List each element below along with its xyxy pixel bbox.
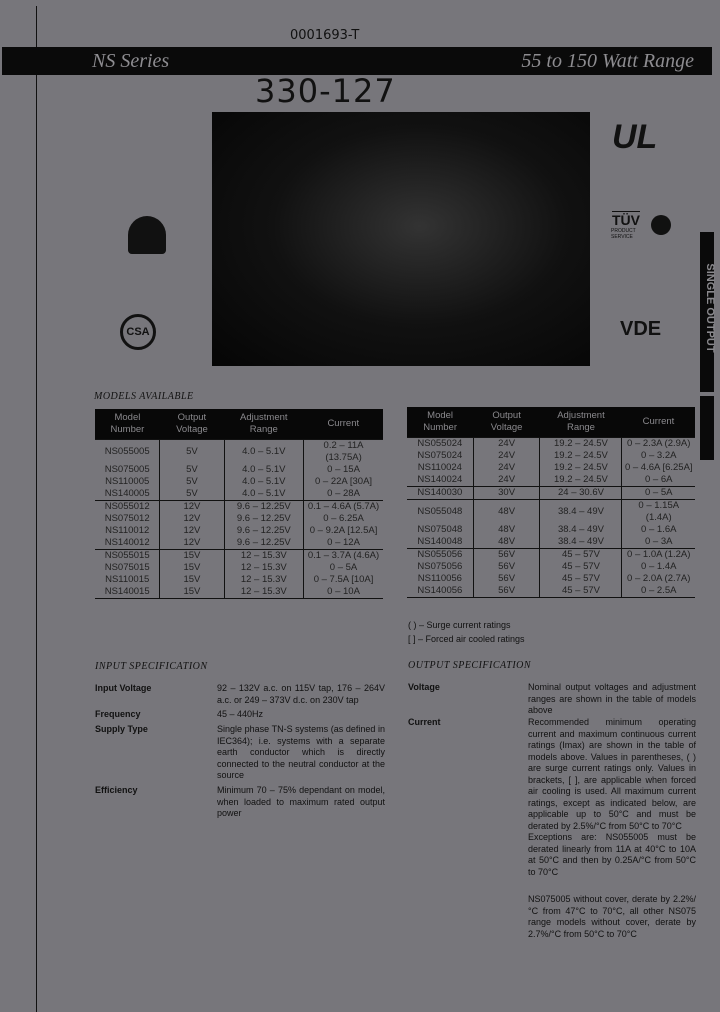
table-cell: 19.2 – 24.5V [540, 462, 622, 474]
table-cell: NS075015 [104, 562, 150, 573]
table-row [95, 488, 383, 501]
table-cell: 38.4 – 49V [540, 500, 622, 525]
table-cell: 9.6 – 12.25V [224, 525, 304, 537]
table-row [407, 450, 695, 462]
models-table-left [95, 409, 383, 599]
note-forced-air: [ ] – Forced air cooled ratings [408, 634, 525, 644]
table-cell: 24V [473, 450, 540, 462]
col-header: Adjustment Range [224, 409, 304, 440]
models-table-right [407, 407, 695, 598]
spec-value: Single phase TN-S systems (as defined in IEC364); i.e. systems with a separate earth conductor which is directly connected to the neutral conductor at the source [217, 724, 385, 780]
table-cell: NS140024 [417, 474, 463, 485]
spec-value: Recommended minimum operating current and maximum continuous current ratings (Imax) are shown in the table of models above. Values in parentheses, ( ) are surge current ratings only. Values in brackets, [ ], are applicable when forced air cooling is used. All maximum current ratings, except as indicated below, are applicable up to 50°C and must be derated by 2.5%/°C from 50°C to 70°C [528, 717, 696, 831]
table-row [95, 550, 383, 563]
table-cell: 0.2 – 11A (13.75A) [304, 440, 383, 465]
col-header: Model Number [95, 409, 160, 440]
table-cell: 19.2 – 24.5V [540, 474, 622, 487]
spec-value: Nominal output voltages and adjustment ranges are shown in the table of models above [528, 682, 696, 715]
certification-seal-icon [651, 215, 671, 235]
table-row [407, 487, 695, 500]
table-cell: NS110015 [105, 574, 150, 585]
table-cell: 0 – 2.3A (2.9A) [622, 438, 695, 451]
table-cell: 12V [160, 525, 224, 537]
tuv-logo: TÜV [612, 212, 640, 228]
range-title: 55 to 150 Watt Range [521, 50, 694, 72]
table-cell: 56V [473, 573, 540, 585]
table-cell: NS110056 [417, 573, 462, 584]
table-cell: 15V [160, 550, 224, 563]
table-cell: 15V [160, 586, 224, 599]
table-cell: NS140012 [104, 537, 150, 548]
note-surge: ( ) – Surge current ratings [408, 620, 511, 630]
table-cell: 0 – 1.15A (1.4A) [622, 500, 695, 525]
table-cell: 9.6 – 12.25V [224, 537, 304, 550]
table-cell: 5V [160, 488, 224, 501]
table-cell: NS055048 [407, 500, 473, 525]
models-title: MODELS AVAILABLE [94, 391, 194, 402]
table-cell: 5V [160, 464, 224, 476]
ul-logo: UL [612, 118, 658, 156]
table-cell: NS110005 [105, 476, 150, 487]
spec-label: Current [408, 717, 441, 727]
table-cell: 12 – 15.3V [224, 586, 304, 599]
table-cell: 15V [160, 562, 224, 574]
spec-label: Voltage [408, 682, 440, 692]
table-row [407, 561, 695, 573]
table-cell: 0 – 22A [30A] [304, 476, 383, 488]
table-row [95, 537, 383, 550]
table-cell: 12 – 15.3V [224, 562, 304, 574]
table-cell: NS055012 [95, 501, 160, 514]
table-cell: 19.2 – 24.5V [540, 450, 622, 462]
table-cell: 0 – 2.0A (2.7A) [622, 573, 695, 585]
product-photo [212, 112, 590, 366]
col-header: Output Voltage [473, 407, 540, 438]
spec-value: NS075005 without cover, derate by 2.2%/°C from 47°C to 70°C, all other NS075 range models without cover, derate by 2.7%/°C from 50°C to 70°C [528, 894, 696, 939]
table-cell: 24 – 30.6V [540, 487, 622, 500]
spec-value: 45 – 440Hz [217, 709, 264, 719]
table-cell: 19.2 – 24.5V [540, 438, 622, 451]
table-cell: 12V [160, 513, 224, 525]
table-cell: 4.0 – 5.1V [224, 488, 304, 501]
table-cell: 24V [473, 462, 540, 474]
output-spec-title: OUTPUT SPECIFICATION [408, 660, 532, 671]
table-cell: 0 – 12A [304, 537, 383, 550]
table-cell: NS075005 [104, 464, 150, 475]
spec-label: Input Voltage [95, 683, 152, 693]
table-cell: 48V [473, 500, 540, 525]
table-row [407, 573, 695, 585]
handwritten-note: 0001693-T [290, 28, 360, 43]
input-spec-title: INPUT SPECIFICATION [95, 661, 208, 672]
table-cell: 12 – 15.3V [224, 550, 304, 563]
table-cell: NS110024 [417, 462, 462, 473]
spec-value: 92 – 132V a.c. on 115V tap, 176 – 264V a.c. or 249 – 373V d.c. on 230V tap [217, 683, 385, 705]
side-tab-label: SINGLE OUTPUT [704, 263, 716, 353]
table-row [95, 562, 383, 574]
table-row [95, 464, 383, 476]
tuv-subtitle: PRODUCT SERVICE [611, 228, 636, 240]
handwritten-part-number: 330-127 [255, 72, 396, 110]
table-cell: NS075056 [417, 561, 463, 572]
table-cell: 9.6 – 12.25V [224, 501, 304, 514]
vde-logo: VDE [620, 318, 662, 340]
col-header: Model Number [407, 407, 473, 438]
table-cell: NS075012 [104, 513, 150, 524]
table-cell: 0 – 5A [304, 562, 383, 574]
table-cell: NS055056 [407, 549, 473, 562]
table-row [407, 585, 695, 598]
table-row [95, 525, 383, 537]
table-cell: 0 – 9.2A [12.5A] [304, 525, 383, 537]
table-cell: NS075048 [417, 524, 463, 535]
col-header: Current [622, 407, 695, 438]
table-cell: NS140005 [104, 488, 150, 499]
table-cell: NS140015 [104, 586, 150, 597]
table-cell: 38.4 – 49V [540, 536, 622, 549]
col-header: Output Voltage [160, 409, 224, 440]
table-cell: 0.1 – 3.7A (4.6A) [304, 550, 383, 563]
side-tab-lower [700, 396, 714, 460]
table-cell: 4.0 – 5.1V [224, 464, 304, 476]
table-row [407, 536, 695, 549]
table-cell: 24V [473, 474, 540, 487]
table-cell: 15V [160, 574, 224, 586]
table-cell: 56V [473, 549, 540, 562]
table-row [95, 586, 383, 599]
table-cell: 56V [473, 561, 540, 573]
table-cell: 0 – 15A [304, 464, 383, 476]
table-cell: 45 – 57V [540, 573, 622, 585]
table-cell: 56V [473, 585, 540, 598]
table-cell: 12V [160, 501, 224, 514]
table-cell: 0 – 3.2A [622, 450, 695, 462]
table-cell: 0 – 3A [622, 536, 695, 549]
table-cell: 0 – 28A [304, 488, 383, 501]
series-title: NS Series [92, 50, 170, 72]
spec-label: Frequency [95, 709, 141, 719]
table-cell: NS055005 [95, 440, 160, 465]
table-cell: 0 – 4.6A [6.25A] [622, 462, 695, 474]
table-cell: 12 – 15.3V [224, 574, 304, 586]
table-cell: 0 – 6.25A [304, 513, 383, 525]
table-cell: 45 – 57V [540, 549, 622, 562]
table-cell: NS140030 [407, 487, 473, 500]
table-cell: 9.6 – 12.25V [224, 513, 304, 525]
margin-rule [36, 6, 37, 1012]
table-row [95, 501, 383, 514]
table-cell: 38.4 – 49V [540, 524, 622, 536]
spec-label: Supply Type [95, 724, 148, 734]
side-tab [700, 232, 714, 392]
table-cell: 0.1 – 4.6A (5.7A) [304, 501, 383, 514]
table-cell: 0 – 6A [622, 474, 695, 487]
csa-logo: CSA [120, 314, 156, 350]
table-cell: 5V [160, 440, 224, 465]
table-cell: NS140056 [417, 585, 463, 596]
table-row [95, 574, 383, 586]
table-cell: NS075024 [417, 450, 463, 461]
table-row [95, 513, 383, 525]
spec-value: Minimum 70 – 75% dependant on model, when loaded to maximum rated output power [217, 785, 385, 818]
table-cell: 12V [160, 537, 224, 550]
table-cell: 45 – 57V [540, 561, 622, 573]
table-row [407, 438, 695, 451]
table-row [407, 500, 695, 525]
table-cell: 0 – 7.5A [10A] [304, 574, 383, 586]
telephone-approval-icon [128, 216, 166, 254]
header-bar [2, 47, 712, 75]
table-cell: NS055024 [407, 438, 473, 451]
table-cell: 0 – 2.5A [622, 585, 695, 598]
table-cell: 24V [473, 438, 540, 451]
table-cell: 0 – 1.4A [622, 561, 695, 573]
table-cell: NS140048 [417, 536, 463, 547]
table-cell: 48V [473, 536, 540, 549]
table-cell: 0 – 1.0A (1.2A) [622, 549, 695, 562]
table-row [407, 524, 695, 536]
col-header: Adjustment Range [540, 407, 622, 438]
table-cell: 4.0 – 5.1V [224, 476, 304, 488]
table-row [95, 440, 383, 465]
table-row [407, 474, 695, 487]
spec-value: Exceptions are: NS055005 must be derated linearly from 11A at 40°C to 10A at 50°C and then by 0.25A/°C from 50°C to 70°C [528, 832, 696, 877]
table-cell: 45 – 57V [540, 585, 622, 598]
table-cell: 4.0 – 5.1V [224, 440, 304, 465]
table-cell: NS110012 [105, 525, 150, 536]
table-cell: 5V [160, 476, 224, 488]
table-row [95, 476, 383, 488]
table-cell: 0 – 10A [304, 586, 383, 599]
table-cell: 0 – 5A [622, 487, 695, 500]
table-cell: NS055015 [95, 550, 160, 563]
table-row [407, 462, 695, 474]
table-cell: 0 – 1.6A [622, 524, 695, 536]
table-cell: 48V [473, 524, 540, 536]
spec-label: Efficiency [95, 785, 138, 795]
table-row [407, 549, 695, 562]
table-cell: 30V [473, 487, 540, 500]
col-header: Current [304, 409, 383, 440]
